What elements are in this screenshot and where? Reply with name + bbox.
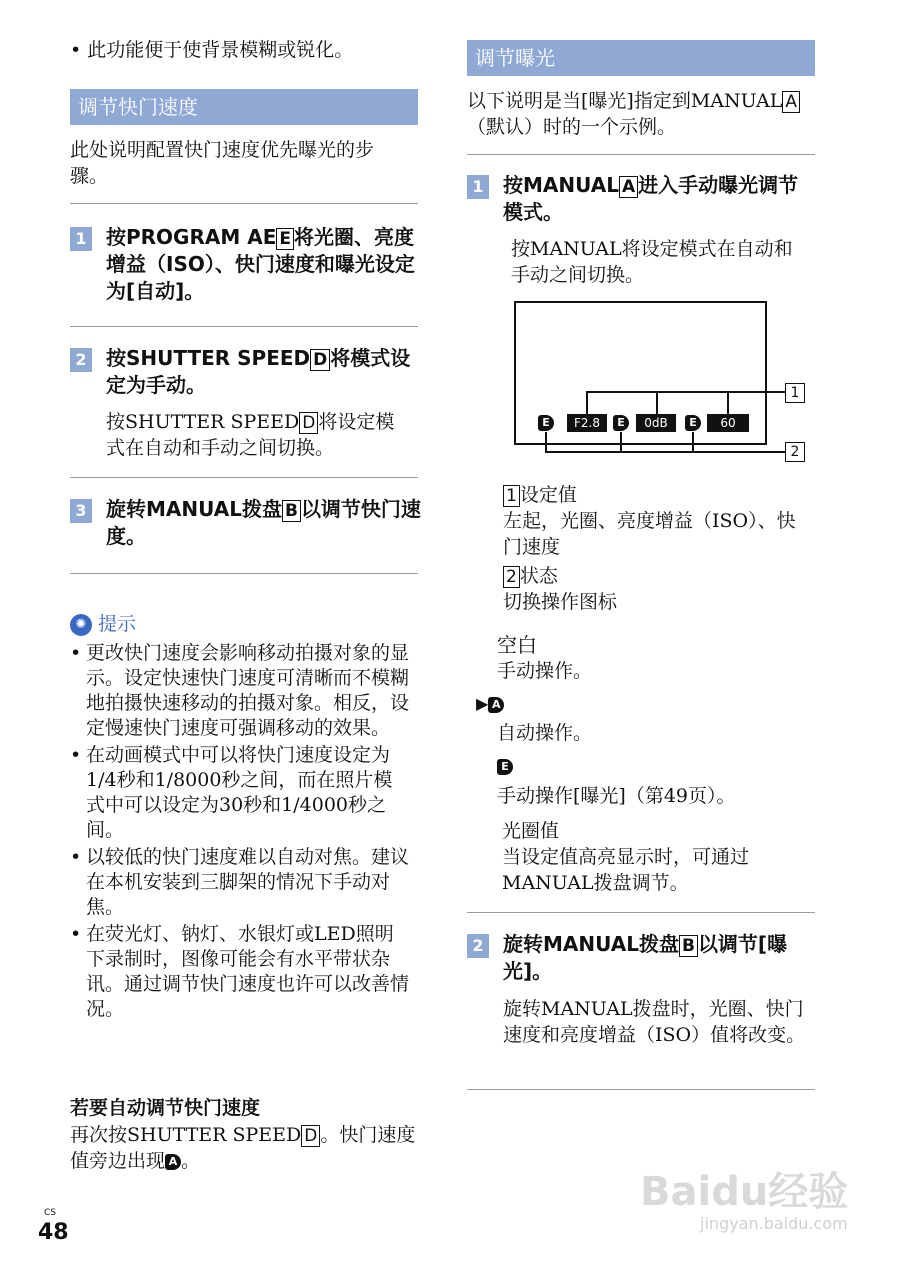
state-auto-desc: 自动操作。 — [497, 722, 593, 744]
state-manual-desc: 手动操作[曝光]（第49页）。 — [497, 785, 736, 807]
step-number: 2 — [467, 934, 489, 958]
gain-value: 0dB — [636, 414, 676, 432]
list-item: • 在动画模式中可以将快门速度设定为1/4秒和1/8000秒之间，而在照片模式中可以设定为30秒和1/4000秒之间。 — [70, 743, 410, 843]
auto-mode-icon: A — [488, 697, 504, 713]
auto-desc: 再次按SHUTTER SPEED D 。快门速度值旁边出现 A 。 — [70, 1124, 416, 1172]
key-b-icon: B — [282, 500, 301, 522]
divider — [70, 203, 418, 204]
aperture-value: F2.8 — [567, 414, 607, 432]
step-2-exposure-desc: 旋转MANUAL拨盘时，光圈、快门速度和亮度增益（ISO）值将改变。 — [503, 998, 806, 1046]
callout-line — [692, 432, 694, 452]
state-auto — [476, 694, 504, 713]
callout-line — [545, 432, 547, 452]
step-2-exposure: 2 旋转MANUAL拨盘 B 以调节[曝光]。 — [467, 931, 815, 958]
lcd-overlay — [514, 301, 814, 466]
state-manual — [497, 756, 513, 775]
key-d-icon: D — [301, 1125, 320, 1147]
step-1-exposure: 1 按MANUAL A 进入手动曝光调节模式。 — [467, 172, 815, 199]
step-number: 1 — [467, 175, 489, 199]
intro-bullet: • 此功能便于使背景模糊或锐化。 — [70, 39, 354, 61]
list-item: • 在荧光灯、钠灯、水银灯或LED照明下录制时，图像可能会有水平带状杂讯。通过调节快门速度也许可以改善情况。 — [70, 922, 410, 1022]
callout-2-icon: 2 — [503, 566, 520, 588]
callout-1-icon: 1 — [503, 485, 520, 507]
state-blank-desc: 手动操作。 — [497, 660, 593, 682]
page-number: 48 — [38, 1220, 69, 1245]
watermark-url: jingyan.baidu.com — [700, 1214, 848, 1233]
divider — [70, 326, 418, 327]
state-blank-label: 空白 — [497, 633, 537, 657]
manual-mode-icon: E — [538, 415, 554, 431]
legend-1: 1 设定值 左起，光圈、亮度增益（ISO）、快门速度 — [503, 484, 796, 558]
key-d-icon: D — [299, 412, 318, 434]
key-a-icon: A — [782, 91, 800, 113]
divider — [70, 477, 418, 478]
callout-line — [620, 432, 622, 452]
step-1-shutter: 1 按PROGRAM AE E 将光圈、亮度增益（ISO）、快门速度和曝光设定为[自动]。 — [70, 224, 418, 251]
callout-line — [545, 451, 786, 453]
legend-2: 2 状态 切换操作图标 — [503, 565, 618, 613]
shutter-value: 60 — [707, 414, 749, 432]
hint-heading: ✺ 提示 — [70, 609, 418, 636]
key-b-icon: B — [679, 935, 698, 957]
divider — [467, 1089, 815, 1090]
key-e-icon: E — [276, 228, 294, 250]
step-2-desc: 按SHUTTER SPEED D 将设定模式在自动和手动之间切换。 — [106, 411, 395, 459]
section-header-shutter: 调节快门速度 — [70, 89, 418, 125]
section-desc-exposure: 以下说明是当[曝光]指定到MANUAL A（默认）时的一个示例。 — [467, 88, 815, 140]
arrow-right-icon: ▶ — [476, 694, 489, 713]
aperture-note: 光圈值 当设定值高亮显示时，可通过MANUAL拨盘调节。 — [502, 820, 750, 894]
divider — [467, 154, 815, 155]
step-1-exposure-desc: 按MANUAL将设定模式在自动和手动之间切换。 — [511, 238, 793, 286]
hint-list — [70, 641, 410, 1024]
callout-1: 1 — [785, 383, 805, 403]
lightbulb-icon: ✺ — [70, 614, 92, 636]
callout-2: 2 — [785, 442, 805, 462]
manual-mode-icon: E — [613, 415, 629, 431]
manual-mode-icon: E — [497, 759, 513, 775]
key-a-icon: A — [619, 176, 638, 198]
callout-line — [586, 391, 786, 393]
callout-line — [727, 391, 729, 414]
list-item: • 以较低的快门速度难以自动对焦。建议在本机安装到三脚架的情况下手动对焦。 — [70, 845, 410, 920]
language-code: CS — [44, 1208, 56, 1218]
manual-mode-icon: E — [685, 415, 701, 431]
callout-line — [656, 391, 658, 414]
step-number: 2 — [70, 348, 92, 372]
auto-mode-icon: A — [165, 1154, 181, 1170]
list-item: • 更改快门速度会影响移动拍摄对象的显示。设定快速快门速度可清晰而不模糊地拍摄快速移动的拍摄对象。相反，设定慢速快门速度可强调移动的效果。 — [70, 641, 410, 741]
step-number: 3 — [70, 499, 92, 523]
auto-heading: 若要自动调节快门速度 — [70, 1097, 261, 1119]
key-d-icon: D — [310, 349, 330, 371]
watermark-logo: Baidu经验 — [640, 1169, 849, 1215]
section-desc-shutter: 此处说明配置快门速度优先曝光的步骤。 — [70, 139, 375, 187]
step-number: 1 — [70, 227, 92, 251]
callout-line — [586, 391, 588, 414]
step-3-shutter: 3 旋转MANUAL拨盘 B 以调节快门速度。 — [70, 496, 418, 523]
section-header-exposure: 调节曝光 — [467, 40, 815, 76]
divider — [467, 912, 815, 913]
divider — [70, 573, 418, 574]
step-2-shutter: 2 按SHUTTER SPEED D 将模式设定为手动。 — [70, 345, 418, 372]
